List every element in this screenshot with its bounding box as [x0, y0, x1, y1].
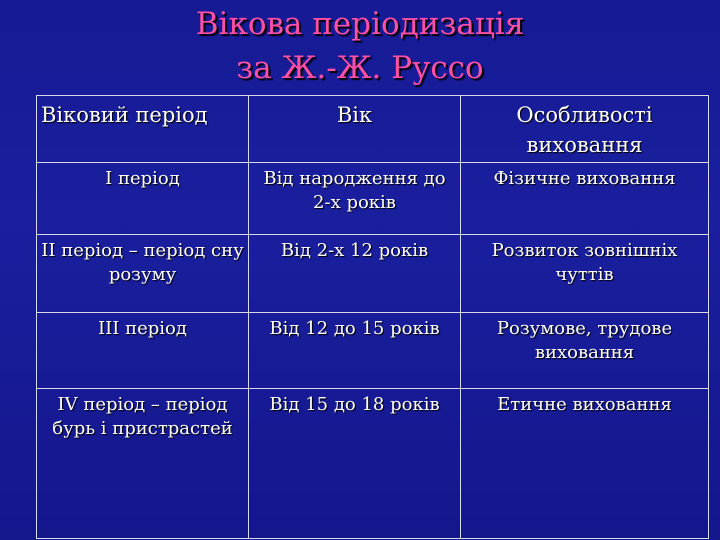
header-upbringing-features: Особливості виховання: [461, 96, 709, 163]
periodization-table: [36, 95, 709, 539]
slide-title: [0, 2, 720, 90]
upbringing-cell: Етичне виховання: [461, 389, 709, 539]
age-cell: Від народження до 2-х років: [249, 163, 461, 235]
upbringing-cell: Фізичне виховання: [461, 163, 709, 235]
table-row: [37, 235, 709, 313]
period-cell: І період: [37, 163, 249, 235]
period-cell: ІІІ період: [37, 313, 249, 389]
header-age-period: Віковий період: [37, 96, 249, 163]
table-row: [37, 163, 709, 235]
period-cell: ІІ період – період сну розуму: [37, 235, 249, 313]
header-age: Вік: [249, 96, 461, 163]
table-row: [37, 313, 709, 389]
period-cell: ІV період – період бурь і пристрастей: [37, 389, 249, 539]
upbringing-cell: Розумове, трудове виховання: [461, 313, 709, 389]
table-row: [37, 389, 709, 539]
age-cell: Від 15 до 18 років: [249, 389, 461, 539]
slide-title-line-1: Вікова періодизація: [195, 6, 525, 42]
age-cell: Від 12 до 15 років: [249, 313, 461, 389]
age-cell: Від 2-х 12 років: [249, 235, 461, 313]
table-header-row: [37, 96, 709, 163]
slide-title-line-2: за Ж.-Ж. Руссо: [236, 50, 484, 86]
upbringing-cell: Розвиток зовнішніх чуттів: [461, 235, 709, 313]
